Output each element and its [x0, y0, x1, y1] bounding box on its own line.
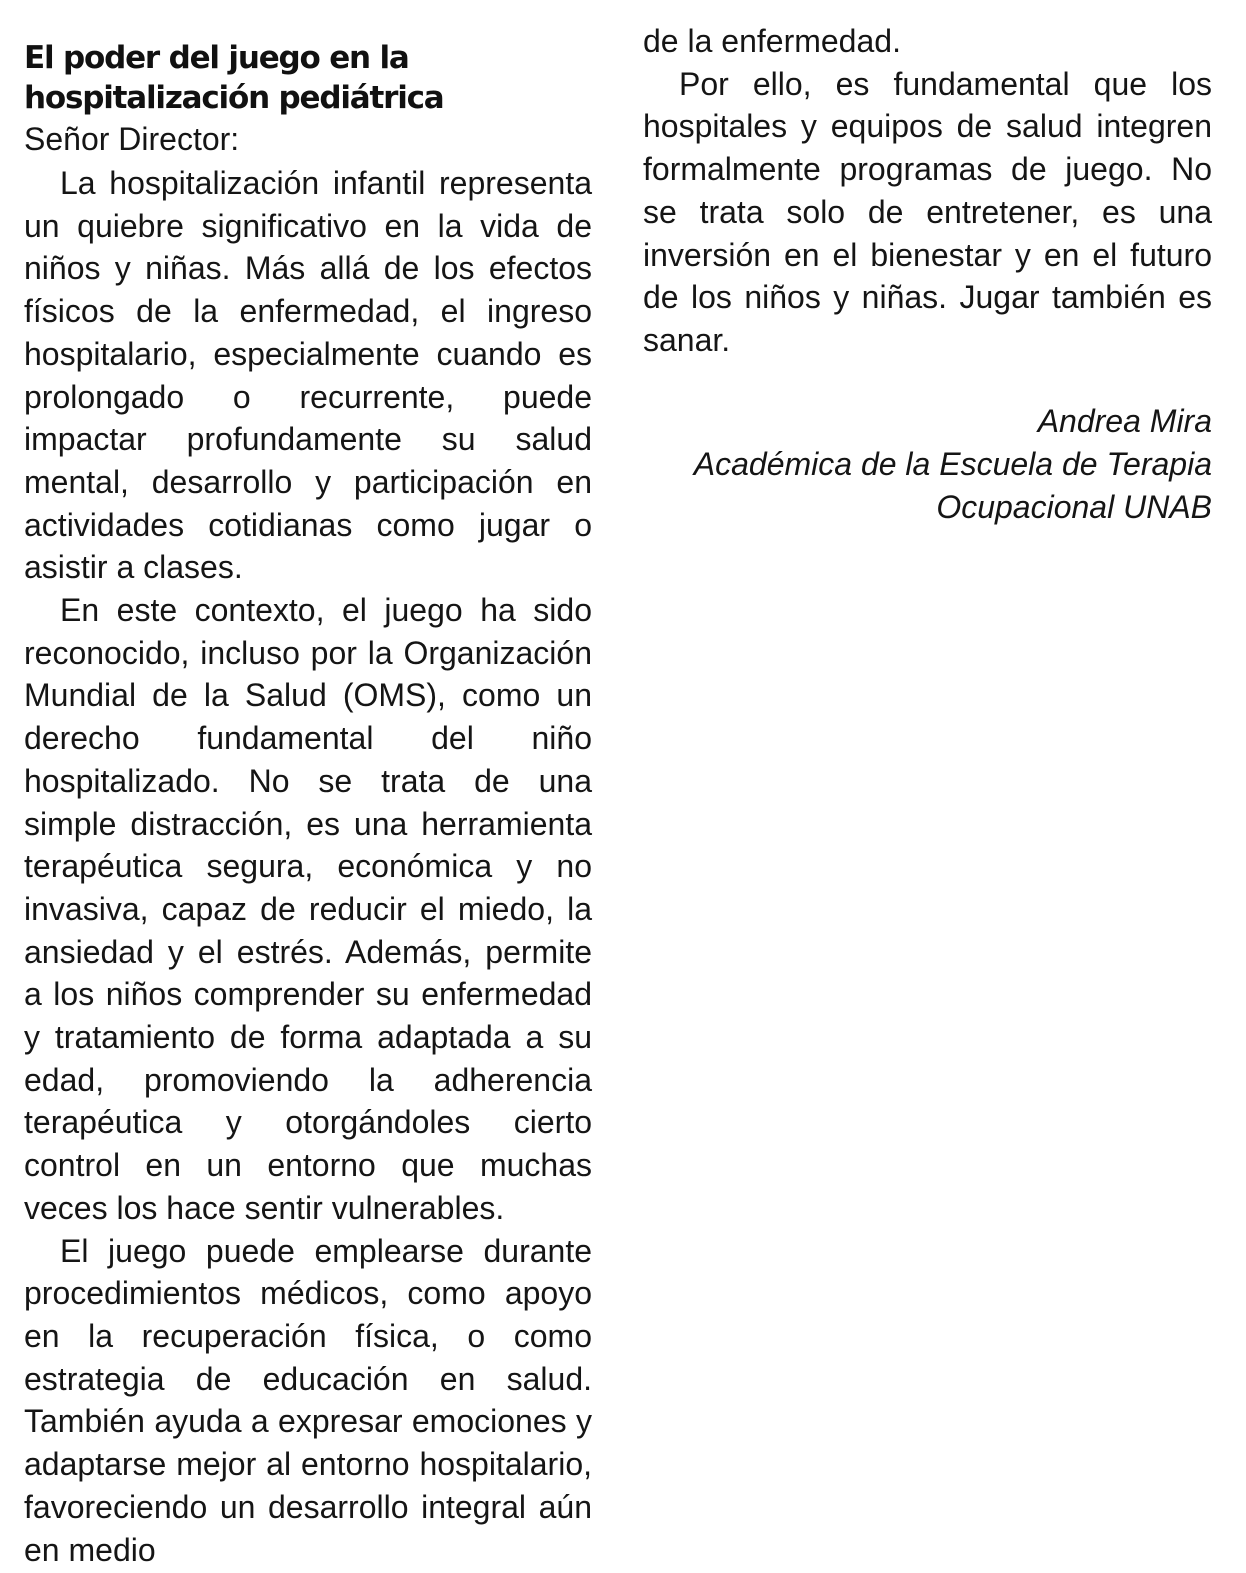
paragraph-3-continued: de la enfermedad. — [643, 23, 901, 59]
signature-title-line-2: Ocupacional UNAB — [936, 488, 1212, 525]
headline-line-2: hospitalización pediátrica — [24, 80, 444, 116]
letter-headline — [24, 38, 592, 118]
right-column — [643, 0, 1212, 529]
signature — [643, 400, 1212, 529]
headline-line-1: El poder del juego en la — [24, 40, 409, 76]
signature-name: Andrea Mira — [1037, 402, 1212, 439]
paragraph-2: En este contexto, el juego ha sido reconocido, incluso por la Organización Mundial de la Salud (OMS), como un derecho fundamental del niño hospitalizado. No se trata de una simple distracción, es una herramienta terapéutica segura, económica y no invasiva, capaz de reducir el miedo, la ansiedad y el estrés. Además, permite a los niños comprender su enfermedad y tratamiento de forma adaptada a su edad, promoviendo la adherencia terapéutica y otorgándoles cierto control en un entorno que muchas veces los hace sentir vulnerables. — [24, 592, 592, 1226]
paragraph-1: La hospitalización infantil representa un quiebre significativo en la vida de niños y niñas. Más allá de los efectos físicos de la enfermedad, el ingreso hospitalario, especialmente cuando es prolongado o recurrente, puede impactar profundamente su salud mental, desarrollo y participación en actividades cotidianas como jugar o asistir a clases. — [24, 165, 592, 586]
left-column — [24, 0, 592, 1571]
signature-title-line-1: Académica de la Escuela de Terapia — [693, 445, 1212, 482]
salutation: Señor Director: — [24, 121, 240, 157]
paragraph-3: El juego puede emplearse durante procedimientos médicos, como apoyo en la recuperación física, o como estrategia de educación en salud. También ayuda a expresar emociones y adaptarse mejor al entorno hospitalario, favoreciendo un desarrollo integral aún en medio — [24, 1232, 592, 1568]
paragraph-4: Por ello, es fundamental que los hospitales y equipos de salud integren formalmente programas de juego. No se trata solo de entretener, es una inversión en el bienestar y en el futuro de los niños y niñas. Jugar también es sanar. — [643, 65, 1212, 358]
